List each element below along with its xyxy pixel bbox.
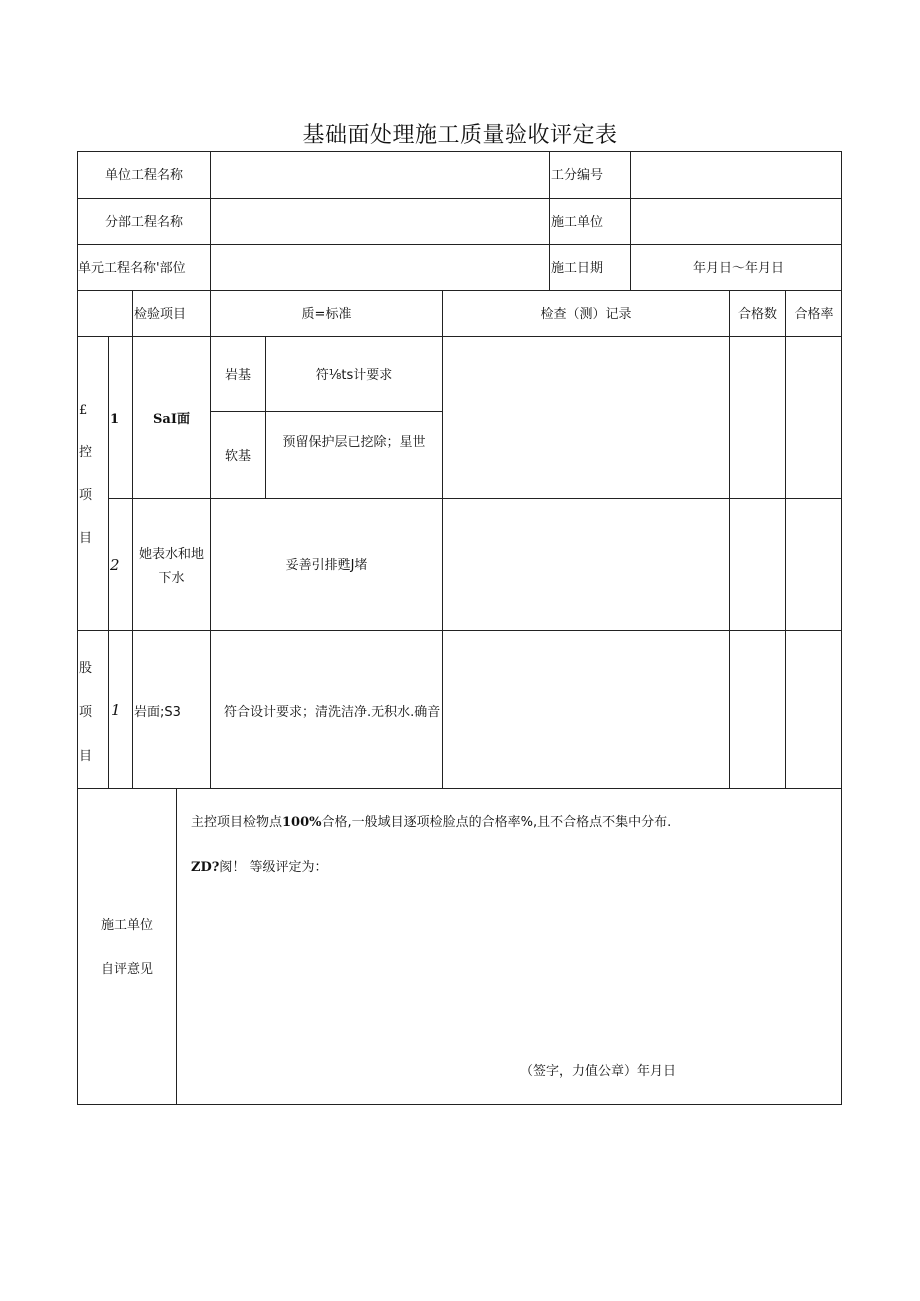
- opinion-line-1-rest: 合格,一般域目逐项检脸点的合格率%,且不合格点不集中分布.: [321, 815, 672, 830]
- construction-unit-label: 施工单位: [551, 215, 604, 230]
- opinion-line-1: [191, 816, 671, 829]
- opinion-line-2-prefix: ZD?: [191, 860, 220, 875]
- check-item: 她表水和地: [138, 547, 204, 562]
- general-group-char: 股: [79, 661, 93, 676]
- row-number: 2: [110, 556, 120, 574]
- unit-project-label: 单位工程名称: [104, 168, 183, 183]
- general-group-char: 目: [79, 749, 93, 764]
- opinion-label: 自评意见: [100, 962, 153, 977]
- opinion-line-2-rest: 阂！ 等级评定为：: [219, 860, 328, 875]
- element-project-label: 单元工程名称'部位: [78, 261, 186, 276]
- construction-date-value: 年月日〜年月日: [693, 261, 785, 276]
- main-control-group-char: 目: [79, 531, 93, 546]
- column-header-standard: 质=标准: [301, 307, 352, 322]
- main-control-group-char: 项: [79, 488, 93, 503]
- check-item: 岩面;S3: [134, 705, 181, 720]
- signature-line: （签字，力值公章）年月日: [520, 1064, 677, 1079]
- quality-standard: 符合设计要求；清洗洁净.无积水.确音: [224, 705, 441, 720]
- opinion-line-1-prefix: 主控项目检物点: [191, 815, 283, 830]
- foundation-type: 软基: [224, 449, 251, 464]
- quality-standard: 预留保护层已挖除；星世: [282, 435, 426, 450]
- quality-standard: 符⅛ts计要求: [315, 368, 393, 383]
- check-item: 下水: [158, 571, 185, 586]
- column-header-record: 检查（测）记录: [540, 307, 632, 322]
- column-header-pass-rate: 合格率: [794, 307, 834, 322]
- page-title: 基础面处理施工质量验收评定表: [302, 123, 618, 148]
- work-code-label: 工分编号: [551, 168, 604, 183]
- row-number: 1: [110, 412, 120, 427]
- column-header-item: 检验项目: [134, 307, 187, 322]
- division-project-label: 分部工程名称: [104, 215, 183, 230]
- opinion-line-1-pct: 100%: [282, 815, 322, 830]
- row-number: 1: [111, 701, 121, 719]
- column-header-pass-count: 合格数: [737, 307, 777, 322]
- main-control-group-char: 控: [79, 445, 93, 460]
- general-group-char: 项: [79, 705, 93, 720]
- check-item: SaI面: [153, 412, 190, 427]
- opinion-line-2: [191, 861, 328, 874]
- quality-standard: 妥善引排甦J堵: [285, 558, 368, 573]
- foundation-type: 岩基: [224, 368, 251, 383]
- construction-date-label: 施工日期: [551, 261, 604, 276]
- opinion-label: 施工单位: [100, 918, 153, 933]
- main-control-group-char: £: [79, 403, 88, 418]
